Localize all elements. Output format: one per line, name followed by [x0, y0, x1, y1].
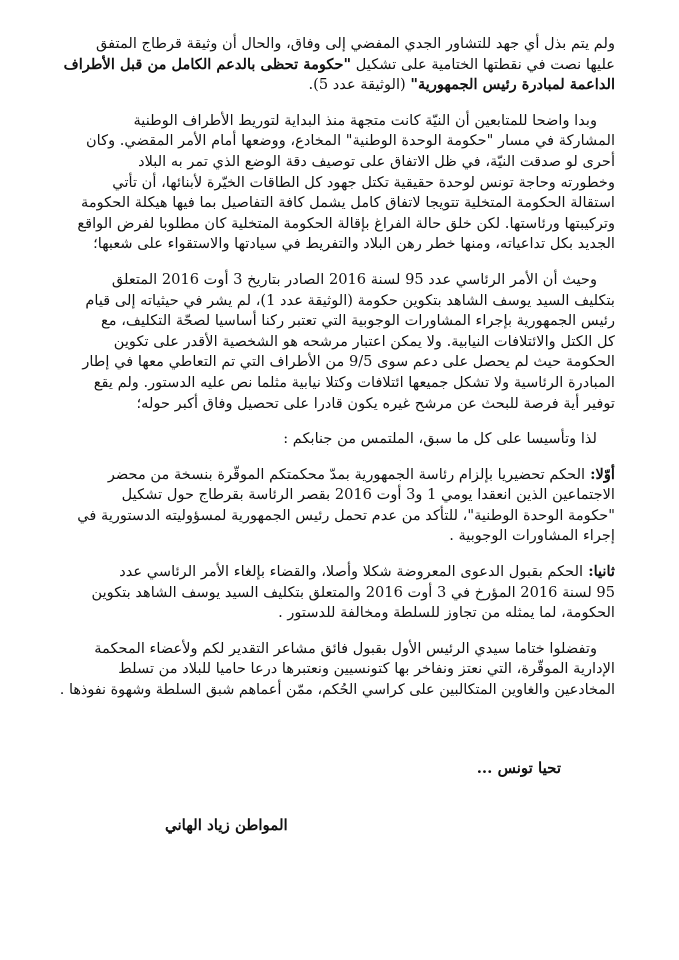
text-line	[56, 291, 615, 312]
text-run: بتكليف السيد يوسف الشاهد بتكوين حكومة (الوثيقة عدد 1)، لم يشر في حيثياته إلى قيام	[85, 291, 615, 309]
paragraph	[56, 562, 615, 624]
text-line	[56, 34, 615, 55]
text-line	[56, 214, 615, 235]
bold-text: ثانيا:	[583, 563, 615, 581]
text-line	[56, 131, 615, 152]
text-line	[56, 659, 615, 680]
text-line	[56, 152, 615, 173]
paragraph	[56, 270, 615, 414]
text-run: أحرى لو صدقت النيّة، في ظل الاتفاق على توصيف دقة الوضع الذي تمر به البلاد	[138, 152, 615, 170]
paragraph	[56, 34, 615, 96]
text-run: لذا وتأسيسا على كل ما سبق، الملتمس من جنابكم :	[283, 430, 597, 448]
text-run: رئيس الجمهورية بإجراء المشاورات الوجوبية التي تعتبر ركنا أساسيا لصحّة التكليف، مع	[100, 312, 615, 330]
text-run: الاجتماعين الذين انعقدا يومي 1 و3 أوت 2016 بقصر الرئاسة بقرطاج حول تشكيل	[121, 486, 615, 504]
text-run: (الوثيقة عدد 5).	[308, 76, 411, 94]
text-run: إجراء المشاورات الوجوبية .	[449, 527, 615, 545]
text-run: استقالة الحكومة المتخلية تتويجا لاتفاق كامل يشمل كافة التفاصيل بما فيها هيكلة الحكومة	[81, 194, 615, 212]
bold-text: "حكومة تحظى بالدعم الكامل من قبل الأطراف	[63, 55, 352, 73]
text-line	[56, 485, 615, 506]
bold-text: الداعمة لمبادرة رئيس الجمهورية"	[410, 76, 615, 94]
text-run: المبادرة الرئاسية ولا تشكل جميعها ائتلافات وكتلا نيابية مثلما نص عليه الدستور. ولم يقع	[93, 373, 615, 391]
text-line	[56, 75, 615, 96]
text-run: وتفضلوا ختاما سيدي الرئيس الأول بقبول فائق مشاعر التقدير لكم ولأعضاء المحكمة	[94, 639, 597, 657]
text-line	[56, 639, 615, 660]
text-line	[56, 373, 615, 394]
text-run: توفير أية فرصة للبحث عن مرشح غيره يكون قادرا على تحصيل وفاق أكبر حوله؛	[136, 394, 615, 412]
text-run: وخطورته وحاجة تونس لوحدة حقيقية تكتل جهود كل الطاقات الخيّرة لأبنائها، أن تأتي	[112, 173, 615, 191]
text-run: الحكم بقبول الدعوى المعروضة شكلا وأصلا، والقضاء بإلغاء الأمر الرئاسي عدد	[119, 563, 584, 581]
text-run: كل الكتل والائتلافات النيابية. ولا يمكن اعتبار مرشحه هو الشخصية الأقدر على تكوين	[113, 332, 615, 350]
document-body	[56, 34, 615, 701]
bold-text: أوّلا:	[585, 465, 615, 483]
text-line	[56, 55, 615, 76]
text-line	[56, 583, 615, 604]
text-line	[56, 111, 615, 132]
text-line	[56, 270, 615, 291]
text-line	[56, 311, 615, 332]
text-line	[56, 394, 615, 415]
paragraph	[56, 111, 615, 255]
text-line	[56, 526, 615, 547]
text-run: "حكومة الوحدة الوطنية"، للتأكد من عدم تحمل رئيس الجمهورية لمسؤوليته الدستورية في	[77, 506, 615, 524]
text-run: وحيث أن الأمر الرئاسي عدد 95 لسنة 2016 الصادر بتاريخ 3 أوت 2016 المتعلق	[111, 270, 597, 288]
text-run: عليها نصت في نقطتها الختامية على تشكيل	[351, 55, 615, 73]
signature: المواطن زياد الهاني	[165, 816, 288, 834]
paragraph	[56, 429, 615, 450]
text-run: ولم يتم بذل أي جهد للتشاور الجدي المفضي إلى وفاق، والحال أن وثيقة قرطاج المتفق	[95, 35, 615, 52]
text-line	[56, 193, 615, 214]
text-line	[56, 603, 615, 624]
text-run: الحكومة، لما يمثله من تجاوز للسلطة ومخالفة للدستور .	[278, 604, 615, 622]
text-run: وتركيبتها ورئاستها. لكن خلق حالة الفراغ بإقالة الحكومة المتخلية كان مطلوبا لفرض الواقع	[77, 214, 615, 232]
text-run: الجديد بكل تداعياته، ومنها خطر رهن البلاد والتفريط في سيادتها والاستقواء على شعبها؛	[93, 235, 615, 253]
text-line	[56, 332, 615, 353]
text-line	[56, 465, 615, 486]
text-line	[56, 234, 615, 255]
text-run: وبدا واضحا للمتابعين أن النيّة كانت متجهة منذ البداية لتوريط الأطراف الوطنية	[133, 111, 597, 129]
text-run: الإدارية الموقّرة، التي نعتز ونفاخر بها كتونسيين ونعتبرها درعا حاميا للبلاد من تسلط	[118, 660, 615, 678]
text-run: المشاركة في مسار "حكومة الوحدة الوطنية" المخادع، ووضعها أمام الأمر المقضي. وكان	[85, 132, 615, 150]
text-line	[56, 680, 615, 701]
text-line	[56, 352, 615, 373]
closing-salutation: تحيا تونس ...	[476, 759, 561, 777]
text-line	[56, 173, 615, 194]
text-line	[56, 506, 615, 527]
text-run: المخادعين والغاوين المتكالبين على كراسي الحُكم، ممّن أعماهم شبق السلطة وشهوة نفوذها .	[59, 682, 615, 699]
text-line	[56, 429, 615, 450]
text-run: الحكومة حيث لم يحصل على دعم سوى 9/5 من الأطراف التي تم التعاطي معها في إطار	[82, 353, 615, 371]
text-line	[56, 562, 615, 583]
text-run: 95 لسنة 2016 المؤرخ في 3 أوت 2016 والمتعلق بتكليف السيد يوسف الشاهد بتكوين	[91, 583, 615, 601]
paragraph	[56, 465, 615, 547]
paragraph	[56, 639, 615, 701]
text-run: الحكم تحضيريا بإلزام رئاسة الجمهورية بمدّ محكمتكم الموقّرة بنسخة من محضر	[107, 465, 586, 483]
